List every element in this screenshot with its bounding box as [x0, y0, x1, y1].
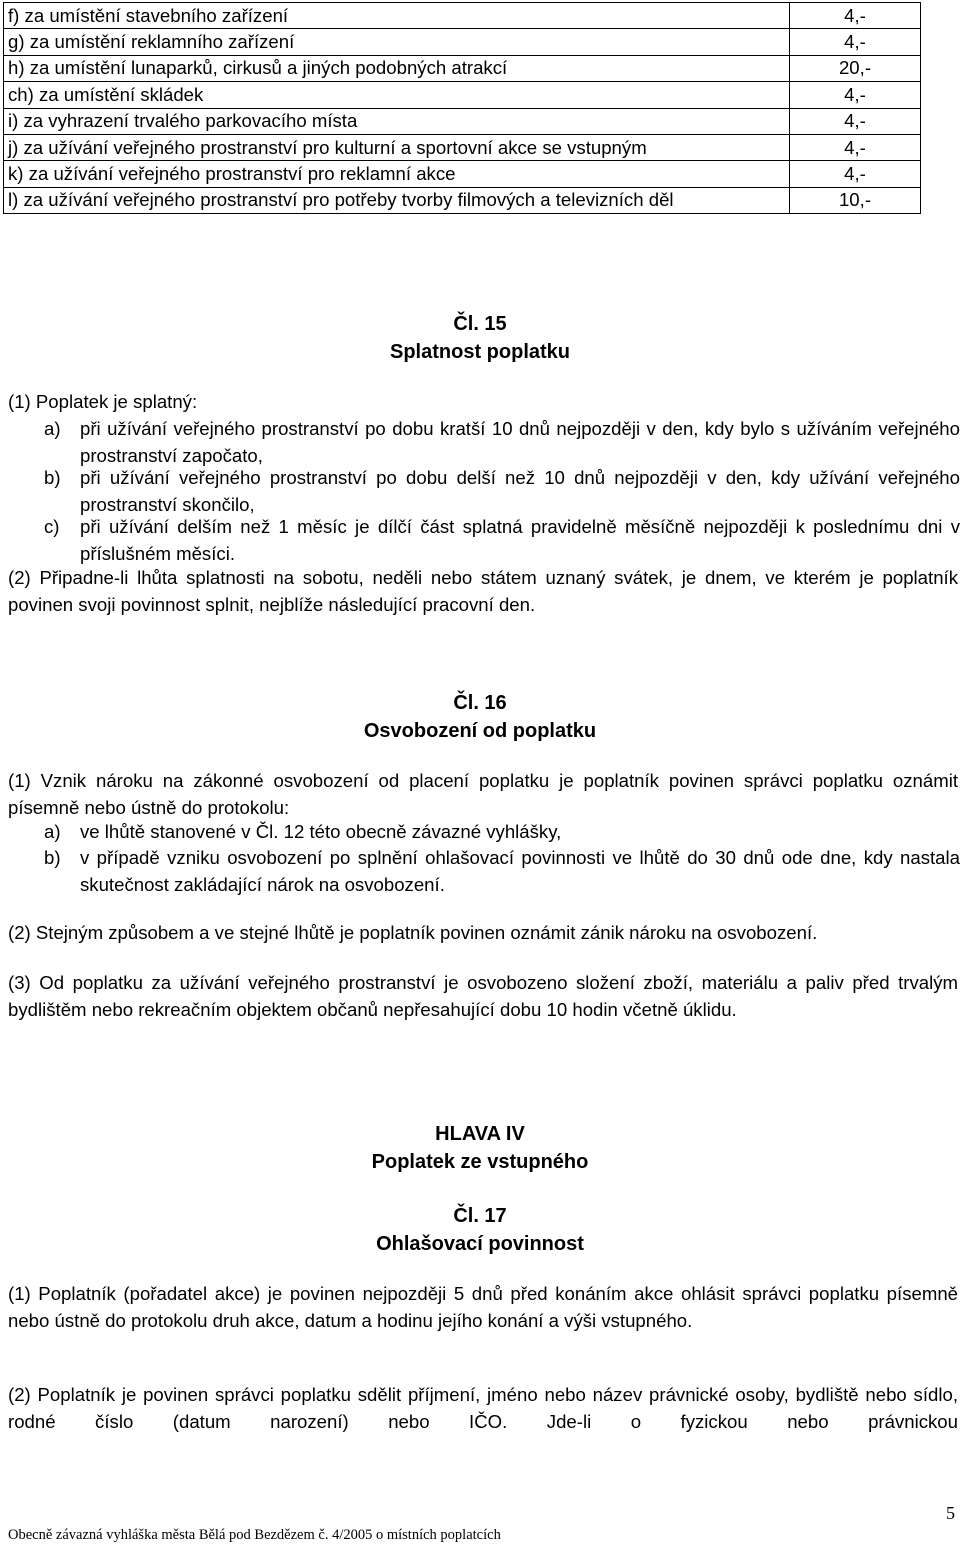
- rate-amount: 4,-: [790, 134, 921, 160]
- rate-label: l) za užívání veřejného prostranství pro potřeby tvorby filmových a televizních děl: [4, 187, 790, 213]
- chapter-title: HLAVA IV: [435, 1123, 525, 1145]
- rate-label: f) za umístění stavebního zařízení: [4, 3, 790, 29]
- item-label: b): [44, 847, 61, 868]
- item-label: a): [44, 821, 61, 842]
- rate-row: [4, 3, 921, 29]
- article-16-item-b: [44, 845, 960, 898]
- item-label: c): [44, 516, 60, 537]
- rate-amount: 10,-: [790, 187, 921, 213]
- rate-amount: 4,-: [790, 3, 921, 29]
- article-17-paragraph-1: (1) Poplatník (pořadatel akce) je povinen nejpozději 5 dnů před konáním akce ohlásit správci poplatku písemně nebo ústně do protokolu druh akce, datum a hodinu jejího konání a výši vstupného.: [8, 1283, 958, 1331]
- article-15-item-b: [44, 465, 960, 518]
- article-16-paragraph-2: (2) Stejným způsobem a ve stejné lhůtě je poplatník povinen oznámit zánik nároku na osvobození.: [8, 922, 818, 943]
- article-15-paragraph-1-intro: (1) Poplatek je splatný:: [8, 391, 198, 412]
- article-16-paragraph-1-intro: (1) Vznik nároku na zákonné osvobození od placení poplatku je poplatník povinen správci poplatku oznámit písemně nebo ústně do protokolu:: [8, 770, 958, 818]
- rate-label: g) za umístění reklamního zařízení: [4, 29, 790, 55]
- article-17-title: Ohlašovací povinnost: [376, 1233, 584, 1255]
- item-label: b): [44, 467, 61, 488]
- footer-title: Obecně závazná vyhláška města Bělá pod Bezdězem č. 4/2005 o místních poplatcích: [8, 1527, 501, 1543]
- chapter-subtitle: Poplatek ze vstupného: [371, 1151, 589, 1173]
- item-text: při užívání veřejného prostranství po dobu kratší 10 dnů nejpozději v den, kdy bylo s užíváním veřejného prostranství započato,: [80, 418, 960, 466]
- page-number: 5: [946, 1503, 955, 1523]
- item-text: při užívání veřejného prostranství po dobu delší než 10 dnů nejpozději v den, kdy užívání veřejného prostranství skončilo,: [80, 467, 960, 515]
- rate-label: j) za užívání veřejného prostranství pro kulturní a sportovní akce se vstupným: [4, 134, 790, 160]
- item-text: v případě vzniku osvobození po splnění ohlašovací povinnosti ve lhůtě do 30 dnů ode dne, kdy nastala skutečnost zakládající nárok na osvobození.: [80, 847, 960, 895]
- rate-amount: 20,-: [790, 55, 921, 81]
- article-16-paragraph-3: (3) Od poplatku za užívání veřejného prostranství je osvobozeno složení zboží, materiálu a paliv před trvalým bydlištěm nebo rekreačním objektem občanů nepřesahující dobu 10 hodin včetně úklidu.: [8, 972, 958, 1020]
- rates-table-body: [4, 3, 921, 214]
- rate-row: [4, 29, 921, 55]
- rate-row: [4, 134, 921, 160]
- rate-amount: 4,-: [790, 82, 921, 108]
- article-16-title: Osvobození od poplatku: [363, 720, 597, 742]
- article-15-number: Čl. 15: [453, 313, 507, 335]
- rate-label: i) za vyhrazení trvalého parkovacího místa: [4, 108, 790, 134]
- article-15-item-a: [44, 416, 960, 469]
- rate-amount: 4,-: [790, 29, 921, 55]
- rate-label: k) za užívání veřejného prostranství pro reklamní akce: [4, 161, 790, 187]
- rate-row: [4, 161, 921, 187]
- item-label: a): [44, 418, 61, 439]
- article-17-number: Čl. 17: [453, 1205, 507, 1227]
- rate-row: [4, 187, 921, 213]
- rate-amount: 4,-: [790, 161, 921, 187]
- article-17-paragraph-2: (2) Poplatník je povinen správci poplatku sdělit příjmení, jméno nebo název právnické osoby, bydliště nebo sídlo, rodné číslo (datum narození) nebo IČO. Jde-li o fyzickou nebo právnickou: [8, 1384, 958, 1432]
- rate-amount: 4,-: [790, 108, 921, 134]
- rates-table: [3, 2, 921, 214]
- rate-row: [4, 108, 921, 134]
- article-15-item-c: [44, 514, 960, 567]
- rate-row: [4, 55, 921, 81]
- item-text: při užívání delším než 1 měsíc je dílčí část splatná pravidelně měsíčně nejpozději k poslednímu dni v příslušném měsíci.: [80, 516, 960, 564]
- rate-row: [4, 82, 921, 108]
- rate-label: ch) za umístění skládek: [4, 82, 790, 108]
- article-16-number: Čl. 16: [453, 692, 507, 714]
- rate-label: h) za umístění lunaparků, cirkusů a jiných podobných atrakcí: [4, 55, 790, 81]
- article-15-paragraph-2: (2) Připadne-li lhůta splatnosti na sobotu, neděli nebo státem uznaný svátek, je dnem, ve kterém je poplatník povinen svoji povinnost splnit, nejblíže následující pracovní den.: [8, 567, 958, 615]
- item-text: ve lhůtě stanovené v Čl. 12 této obecně závazné vyhlášky,: [80, 821, 562, 842]
- article-16-item-a: [44, 819, 960, 846]
- article-15-title: Splatnost poplatku: [390, 341, 570, 363]
